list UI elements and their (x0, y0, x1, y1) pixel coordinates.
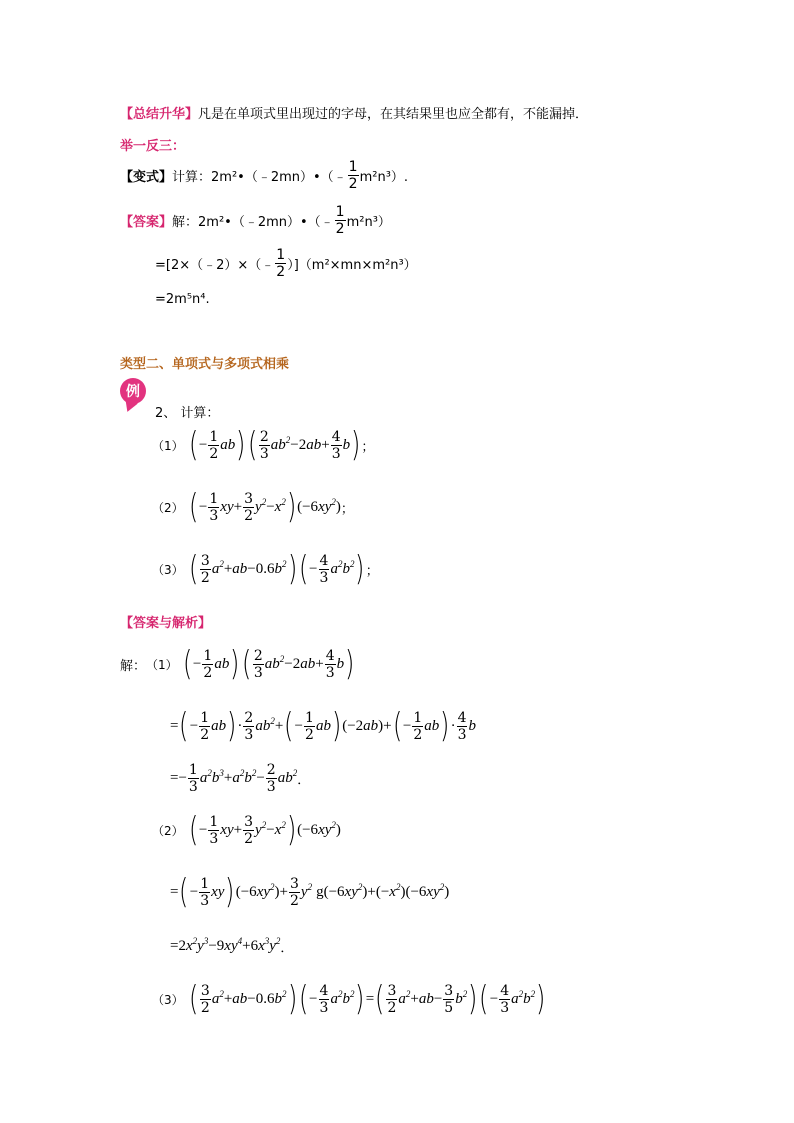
answer-line3: =2m⁵n⁴. (155, 292, 210, 307)
variant-fraction: $\frac{1}{2}$ (348, 159, 358, 192)
answer-text-prefix: 解：2m²•（﹣2mn）•（﹣ (172, 215, 334, 230)
analysis-label: 【答案与解析】 (120, 616, 212, 631)
summary-text: 凡是在单项式里出现过的字母，在其结果里也应全都有，不能漏掉． (198, 107, 589, 122)
solution-3: （3） ( $\frac{3}{2}$ $a^2$ + ab −0.6 $b^2$ ) ( − $\frac{4}{3}$ $a^2b^2$ ) = ( $\frac{3}{2}$ $a^2$ + ab − $\frac{3}{5}$ $b^2$ ) ( − $\frac{4}{3}$ $a^2b^2$ ) (152, 979, 546, 1019)
variant-text-suffix: m²n³）. (359, 170, 409, 185)
variant-label: 【变式】 (120, 170, 173, 185)
answer-label: 【答案】 (120, 215, 173, 230)
summary-line (120, 103, 588, 122)
summary-label: 【总结升华】 (120, 107, 199, 122)
problem-2: （2） ( − $\frac{1}{3}$ xy + $\frac{3}{2}$ $y^2$ − $x^2$ ) (−6 $xy^2$ ) ； (152, 487, 354, 527)
practice-heading: 举一反三： (120, 139, 186, 154)
solution-1-step1: = ( − $\frac{1}{2}$ ab ) · $\frac{2}{3}$ $ab^2$ + ( − $\frac{1}{2}$ ab ) (−2 ab )+ ( − $\frac{1}{2}$ ab ) · $\frac{4}{3}$ b (170, 706, 476, 746)
solution-1-result: =− $\frac{1}{3}$ $a^2b^3$ + $a^2b^2$ − $\frac{2}{3}$ $ab^2$ ． (170, 762, 311, 795)
solution-2-result: =2 $x^2y^3$ −9 $xy^4$ +6 $x^3y^2$ ． (170, 936, 294, 956)
problem-3: （3） ( $\frac{3}{2}$ $a^2$ + ab −0.6 $b^2$ ) ( − $\frac{4}{3}$ $a^2b^2$ ) ； (152, 549, 379, 589)
variant-text-prefix: 计算：2m²•（﹣2mn）•（﹣ (172, 170, 347, 185)
example-title: 2、 计算： (155, 406, 220, 421)
answer-text-suffix: m²n³） (346, 215, 391, 230)
type2-heading: 类型二、单项式与多项式相乘 (120, 357, 290, 372)
solution-2-header: （2） ( − $\frac{1}{3}$ xy + $\frac{3}{2}$ $y^2$ − $x^2$ ) (−6 $xy^2$ ) (152, 810, 341, 850)
answer-line1 (120, 205, 391, 236)
answer-line2-suffix: ）]（m²×mn×m²n³） (287, 258, 417, 273)
problem-1: （1） ( − $\frac{1}{2}$ ab ) ( $\frac{2}{3}$ $ab^2$ −2 ab + $\frac{4}{3}$ b ) ； (152, 425, 375, 465)
variant-line (120, 160, 408, 191)
answer-line2 (155, 248, 417, 279)
solution-1-header: 解： （1） ( − $\frac{1}{2}$ ab ) ( $\frac{2}{3}$ $ab^2$ −2 ab + $\frac{4}{3}$ b ) (120, 644, 355, 684)
answer-line2-fraction: $\frac{1}{2}$ (276, 247, 286, 280)
solution-2-step1: = ( − $\frac{1}{3}$ xy ) (−6 $xy^2$ )+ $\frac{3}{2}$ $y^2$ g(−6 $xy^2$ )+(− $x^2$ )(−6 $xy^2$ ) (170, 872, 450, 912)
answer-fraction: $\frac{1}{2}$ (335, 204, 345, 237)
answer-line2-prefix: =[2×（﹣2）×（﹣ (155, 258, 275, 273)
example-badge: 例 (120, 378, 146, 404)
